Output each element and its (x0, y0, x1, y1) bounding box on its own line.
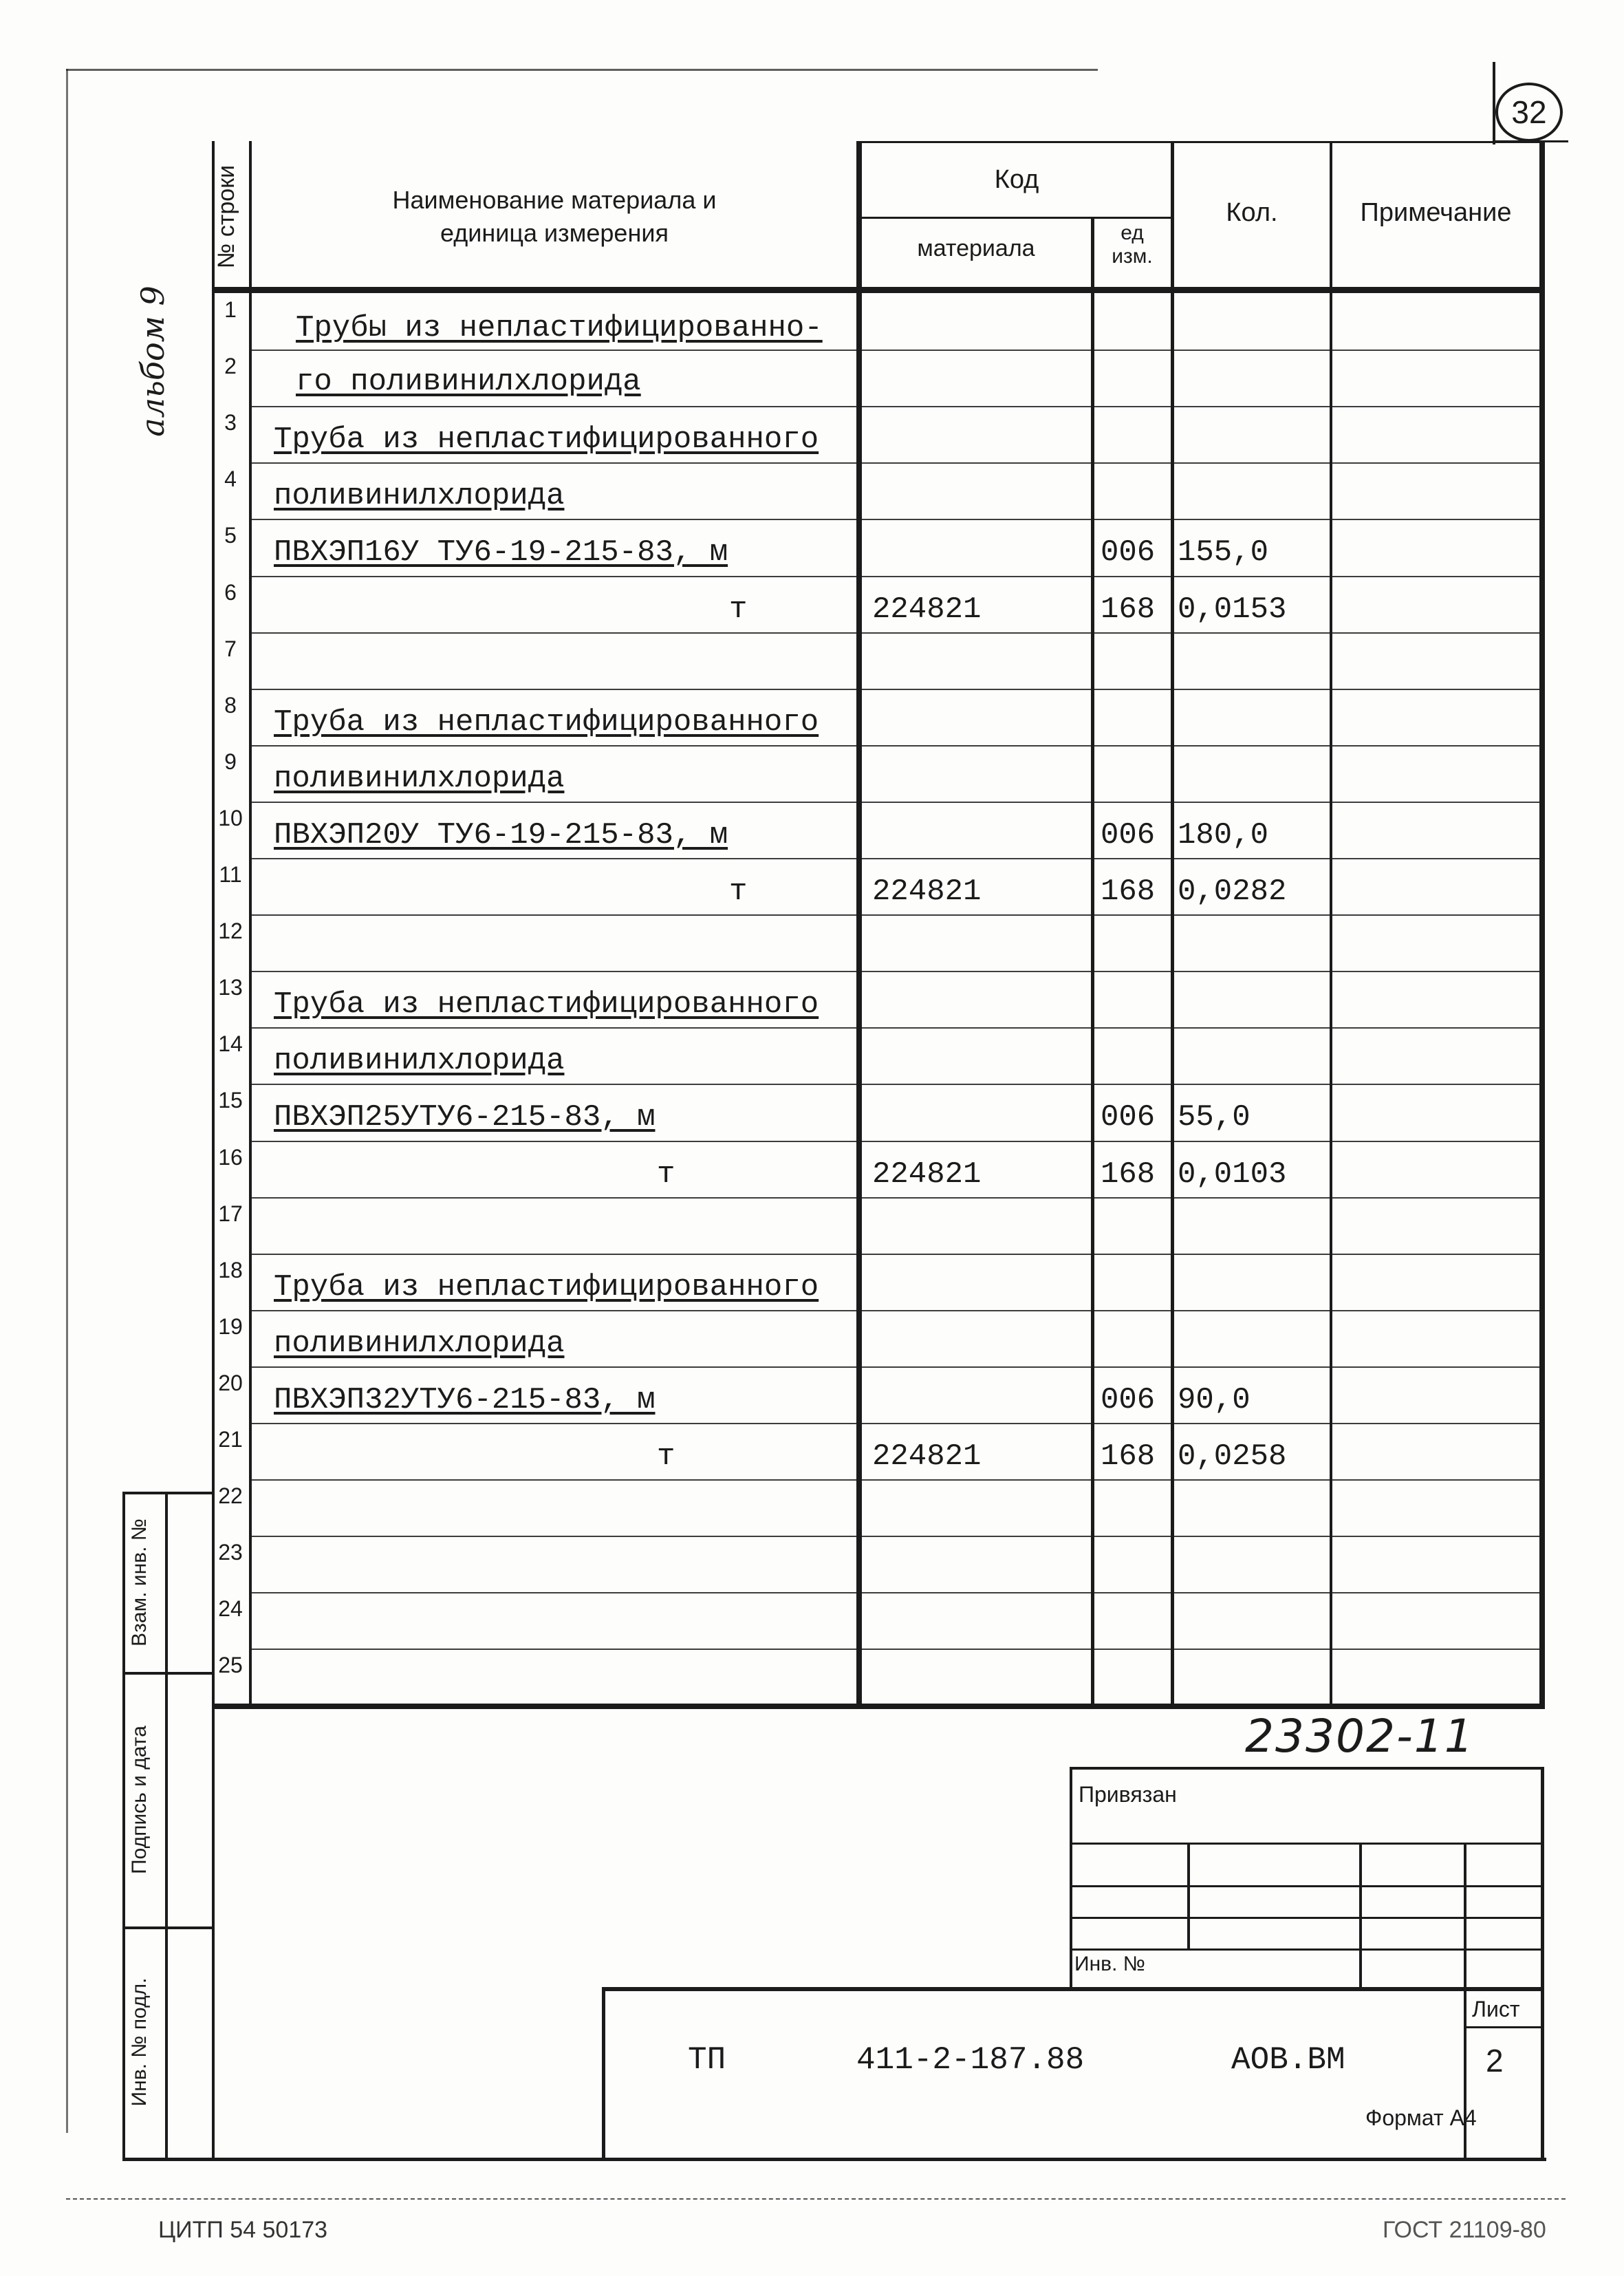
row-number: 6 (224, 579, 237, 605)
side-stamp-left (122, 1492, 125, 2160)
row-number: 3 (224, 410, 237, 436)
row-separator (249, 1027, 1542, 1029)
row-quantity: 0,0282 (1178, 874, 1287, 909)
row-number: 23 (218, 1540, 243, 1565)
stamp-grid-h1 (1070, 1843, 1544, 1845)
stamp-left-line (1070, 1767, 1072, 1990)
title-project: 411-2-187.88 (856, 2042, 1085, 2078)
row-unit-code: 168 (1101, 592, 1156, 627)
code-subheader-line (856, 217, 1173, 219)
sheet-label: Лист (1472, 1997, 1520, 2021)
format-label: Формат А4 (1365, 2105, 1477, 2130)
row-separator (249, 1536, 1542, 1537)
row-separator (249, 1310, 1542, 1311)
row-separator (249, 1141, 1542, 1142)
row-number: 24 (218, 1596, 243, 1622)
row-unit-code: 006 (1101, 1100, 1156, 1135)
stamp-grid-h4 (1070, 1948, 1544, 1951)
side-label-podpis: Подпись и дата (128, 1726, 151, 1874)
sheet-number: 2 (1486, 2043, 1504, 2079)
row-name: т (729, 592, 748, 627)
row-number: 2 (224, 354, 237, 379)
row-number: 8 (224, 692, 237, 718)
trim-line (66, 2198, 1566, 2200)
row-name: ПВХЭП25УТУ6-215-83, м (274, 1100, 656, 1135)
side-stamp-mid (165, 1492, 168, 2160)
row-separator (249, 1479, 1542, 1481)
table-col-divider-qty (1330, 141, 1332, 1706)
row-name: ПВХЭП20У ТУ6-19-215-83, м (274, 817, 728, 852)
titleblock-top (602, 1987, 1544, 1991)
row-quantity: 0,0258 (1178, 1439, 1287, 1474)
stamp-top-line (1070, 1767, 1544, 1770)
row-name: поливинилхлорида (274, 1044, 565, 1079)
row-separator (249, 632, 1542, 634)
row-separator (249, 914, 1542, 916)
col-header-code: Код (994, 165, 1039, 194)
row-quantity: 0,0103 (1178, 1157, 1287, 1192)
row-name: Труба из непластифицированного (274, 987, 819, 1022)
col-header-note: Примечание (1360, 198, 1512, 227)
row-separator (249, 350, 1542, 351)
footer-right: ГОСТ 21109-80 (1383, 2217, 1546, 2243)
col-header-unit-line2: изм. (1112, 245, 1153, 268)
row-number: 16 (218, 1144, 243, 1170)
stamp-grid-h3 (1070, 1917, 1544, 1919)
row-material-code: 224821 (872, 1439, 982, 1474)
col-header-material: материала (917, 235, 1035, 261)
title-tp: ТП (688, 2042, 726, 2078)
row-unit-code: 006 (1101, 817, 1156, 852)
side-stamp-div2 (122, 1926, 213, 1929)
col-header-name-line2: единица измерения (440, 219, 669, 247)
row-name: т (729, 874, 748, 909)
stamp-right-line (1541, 1767, 1544, 2160)
row-quantity: 90,0 (1178, 1382, 1251, 1417)
table-col-divider-name (856, 141, 862, 1706)
table-top-border (856, 141, 1544, 143)
row-name: поливинилхлорида (274, 479, 565, 514)
stamp-grid-v2 (1359, 1843, 1362, 1990)
row-separator (249, 462, 1542, 464)
col-header-qty: Кол. (1226, 198, 1278, 227)
row-name: Труба из непластифицированного (274, 422, 819, 458)
row-name: т (657, 1157, 675, 1192)
stamp-inv-no: Инв. № (1074, 1953, 1145, 1975)
col-header-row-no: № строки (213, 164, 239, 269)
row-number: 13 (218, 975, 243, 1000)
footer-left: ЦИТП 54 50173 (158, 2217, 328, 2243)
row-number: 9 (224, 749, 237, 774)
row-separator (249, 1366, 1542, 1368)
row-separator (249, 689, 1542, 690)
row-separator (249, 858, 1542, 859)
row-separator (249, 519, 1542, 520)
page-number-badge: 32 (1495, 83, 1563, 142)
table-col-divider-material (1091, 219, 1094, 1706)
row-number: 10 (218, 805, 243, 830)
row-number: 17 (218, 1201, 243, 1226)
row-number: 14 (218, 1031, 243, 1057)
section-title-line1: Трубы из непластифицированно- (296, 311, 823, 345)
row-name: поливинилхлорида (274, 1326, 565, 1361)
side-stamp-div1 (122, 1672, 213, 1675)
row-number: 11 (219, 862, 242, 887)
row-number: 21 (218, 1427, 243, 1452)
row-number: 5 (224, 523, 237, 548)
table-right-border (1539, 141, 1545, 1706)
page-corner-vline (1493, 62, 1495, 144)
row-quantity: 0,0153 (1178, 592, 1287, 627)
row-unit-code: 168 (1101, 1439, 1156, 1474)
row-quantity: 155,0 (1178, 535, 1269, 570)
row-number: 7 (224, 636, 237, 661)
row-name: Труба из непластифицированного (274, 705, 819, 740)
row-separator (249, 1254, 1542, 1255)
row-name: ПВХЭП32УТУ6-215-83, м (274, 1382, 656, 1417)
row-number: 25 (218, 1653, 243, 1678)
row-material-code: 224821 (872, 1157, 982, 1192)
row-number: 18 (218, 1257, 243, 1282)
row-number: 12 (218, 919, 243, 944)
col-header-name-line1: Наименование материала и (392, 186, 717, 214)
row-name: Труба из непластифицированного (274, 1269, 819, 1305)
row-material-code: 224821 (872, 874, 982, 909)
row-number: 22 (218, 1483, 243, 1509)
row-separator (249, 745, 1542, 747)
table-col-divider-rowno (249, 141, 252, 1706)
section-title-line2: го поливинилхлорида (296, 365, 641, 399)
row-unit-code: 006 (1101, 535, 1156, 570)
row-quantity: 55,0 (1178, 1100, 1251, 1135)
row-unit-code: 168 (1101, 1157, 1156, 1192)
margin-note: альбом 9 (134, 286, 171, 437)
row-name: ПВХЭП16У ТУ6-19-215-83, м (274, 535, 728, 570)
row-separator (249, 576, 1542, 577)
side-stamp-top (122, 1492, 213, 1494)
row-number: 4 (224, 466, 237, 492)
row-material-code: 224821 (872, 592, 982, 627)
handwritten-number: 23302-11 (1245, 1710, 1475, 1763)
stamp-grid-h2 (1070, 1885, 1544, 1887)
row-name: поливинилхлорида (274, 761, 565, 796)
frame-top (66, 69, 1098, 71)
row-separator (249, 802, 1542, 803)
table-bottom-border (212, 1704, 1545, 1709)
titleblock-left (602, 1987, 605, 2160)
row-separator (249, 1084, 1542, 1085)
header-bottom-border (212, 287, 1545, 293)
row-separator (249, 406, 1542, 407)
stamp-privyazan: Привязан (1079, 1782, 1177, 1807)
frame-left (66, 69, 68, 2133)
row-name: т (657, 1439, 675, 1474)
row-number: 1 (224, 297, 237, 322)
title-code: АОВ.ВМ (1231, 2042, 1345, 2078)
row-unit-code: 168 (1101, 874, 1156, 909)
row-number: 19 (218, 1313, 243, 1339)
row-number: 20 (218, 1370, 243, 1395)
row-separator (249, 1592, 1542, 1593)
row-separator (249, 971, 1542, 972)
row-separator (249, 1423, 1542, 1424)
side-label-inv: Инв. № подл. (128, 1977, 151, 2107)
row-quantity: 180,0 (1178, 817, 1269, 852)
col-header-unit-line1: ед (1120, 222, 1144, 244)
side-stamp-bottom (122, 2158, 1546, 2161)
row-number: 15 (218, 1088, 243, 1113)
row-separator (249, 1197, 1542, 1199)
table-col-divider-unit (1171, 141, 1174, 1706)
stamp-grid-v1 (1187, 1843, 1190, 1950)
side-label-vzam: Взам. инв. № (128, 1518, 151, 1646)
row-separator (249, 1649, 1542, 1650)
row-unit-code: 006 (1101, 1382, 1156, 1417)
sheet-label-line (1464, 2026, 1544, 2028)
